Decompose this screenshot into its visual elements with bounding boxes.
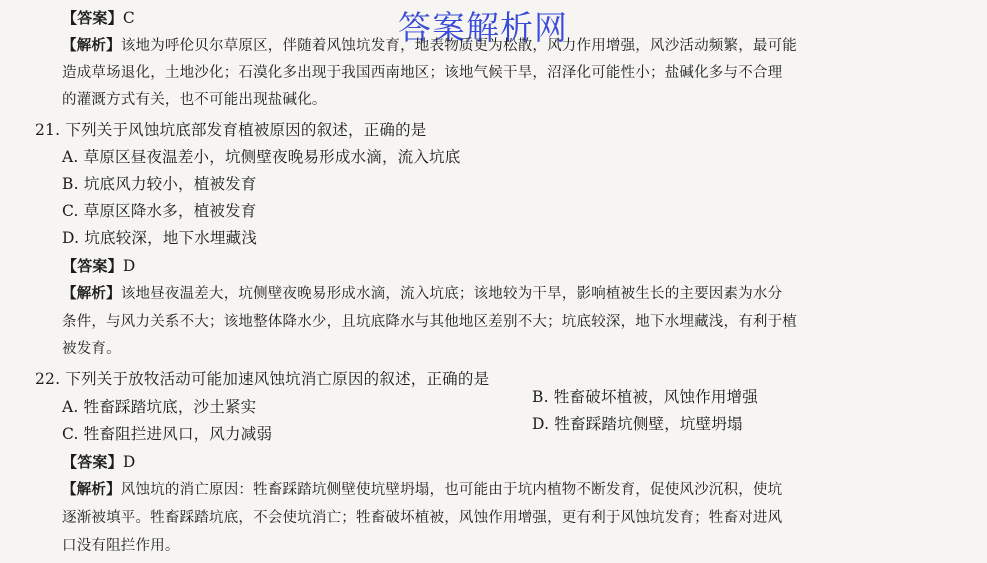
analysis-line: 【解析】该地昼夜温差大，坑侧壁夜晚易形成水滴，流入坑底；该地较为干旱，影响植被生长的主要因素为水分	[62, 286, 783, 302]
analysis-line: 的灌溉方式有关，也不可能出现盐碱化。	[62, 92, 327, 108]
answer-value: D	[122, 453, 136, 471]
q22-option-a: A. 牲畜踩踏坑底，沙土紧实	[62, 398, 257, 416]
analysis-label: 【解析】	[62, 482, 121, 498]
q22-option-d: D. 牲畜踩踏坑侧壁，坑壁坍塌	[532, 415, 743, 433]
analysis-line: 逐渐被填平。牲畜踩踏坑底，不会使坑消亡；牲畜破坏植被，风蚀作用增强，更有利于风蚀坑发育；牲畜对进风	[62, 510, 783, 526]
analysis-line: 造成草场退化，土地沙化；石漠化多出现于我国西南地区；该地气候干旱，沼泽化可能性小；盐碱化多与不合理	[62, 65, 783, 81]
answer-label: 【答案】	[62, 9, 123, 27]
q21-option-a: A. 草原区昼夜温差小，坑侧壁夜晚易形成水滴，流入坑底	[62, 148, 461, 166]
q21-option-d: D. 坑底较深，地下水埋藏浅	[62, 229, 258, 247]
q22-option-c: C. 牲畜阻拦进风口，风力减弱	[62, 425, 273, 443]
answer-row-20	[62, 5, 135, 31]
answer-label: 【答案】	[62, 453, 123, 471]
answer-value: D	[122, 257, 136, 275]
question-21-stem: 21. 下列关于风蚀坑底部发育植被原因的叙述，正确的是	[35, 121, 427, 139]
answer-label: 【答案】	[62, 257, 123, 275]
answer-value: C	[122, 9, 135, 27]
analysis-line: 条件，与风力关系不大；该地整体降水少，且坑底降水与其他地区差别不大；坑底较深，地下水埋藏浅，有利于植	[62, 314, 797, 330]
q21-option-c: C. 草原区降水多，植被发育	[62, 202, 257, 220]
analysis-line: 被发育。	[62, 341, 121, 357]
q22-option-b: B. 牲畜破坏植被，风蚀作用增强	[532, 388, 758, 406]
analysis-line: 口没有阻拦作用。	[62, 538, 180, 554]
analysis-line: 【解析】风蚀坑的消亡原因：牲畜踩踏坑侧壁使坑壁坍塌，也可能由于坑内植物不断发育，促使风沙沉积，使坑	[62, 482, 783, 498]
answer-row-21	[62, 253, 135, 279]
analysis-line: 【解析】该地为呼伦贝尔草原区，伴随着风蚀坑发育，地表物质更为松散，风力作用增强，风沙活动频繁，最可能	[62, 38, 798, 54]
question-22-stem: 22. 下列关于放牧活动可能加速风蚀坑消亡原因的叙述，正确的是	[35, 370, 490, 388]
answer-row-22	[62, 449, 135, 475]
analysis-label: 【解析】	[62, 286, 121, 302]
q21-option-b: B. 坑底风力较小，植被发育	[62, 175, 257, 193]
watermark: 答案解析网	[398, 8, 568, 47]
analysis-label: 【解析】	[62, 38, 121, 54]
